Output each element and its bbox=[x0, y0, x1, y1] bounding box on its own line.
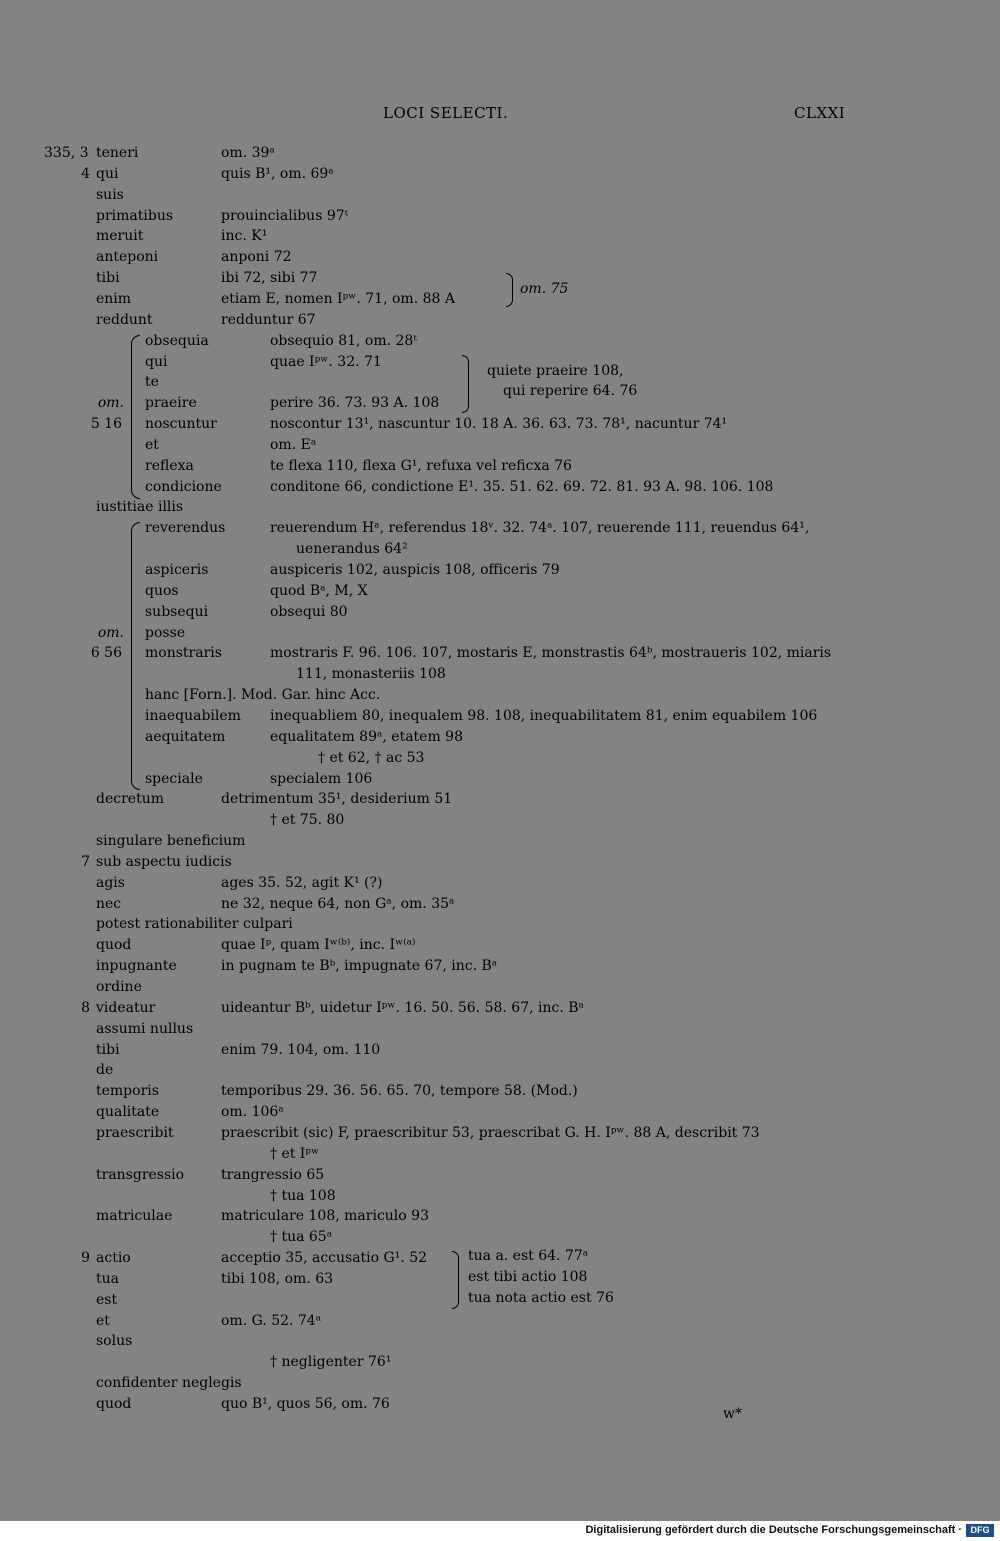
lemma: tibi bbox=[96, 270, 120, 287]
apparatus-row bbox=[0, 289, 1000, 309]
apparatus-row bbox=[0, 497, 1000, 517]
apparatus-row bbox=[0, 998, 1000, 1018]
lemma: iustitiae illis bbox=[96, 499, 184, 516]
lemma: actio bbox=[96, 1250, 131, 1267]
lemma: inpugnante bbox=[96, 958, 177, 975]
lemma: ordine bbox=[96, 979, 142, 995]
variant-reading: anponi 72 bbox=[221, 249, 292, 266]
variant-reading: ne 32, neque 64, non Gᵃ, om. 35ᵃ bbox=[221, 895, 455, 912]
page-number: CLXXI bbox=[794, 104, 846, 122]
apparatus-row bbox=[0, 769, 1000, 789]
lemma: temporis bbox=[96, 1083, 159, 1100]
lemma: est bbox=[96, 1291, 118, 1308]
variant-reading: † tua 65ᵃ bbox=[270, 1229, 333, 1246]
variant-reading: ages 35. 52, agit K¹ (?) bbox=[221, 874, 383, 891]
variant-reading: noscontur 13¹, nascuntur 10. 18 A. 36. 63. 73. 78¹, nacuntur 74¹ bbox=[270, 416, 728, 433]
apparatus-row bbox=[0, 143, 1000, 163]
apparatus-row bbox=[0, 643, 1000, 663]
variant-reading: om. G. 52. 74ᵃ bbox=[221, 1312, 322, 1329]
lemma: praescribit bbox=[96, 1124, 174, 1141]
line-number: 6 56 bbox=[90, 645, 122, 662]
apparatus-row bbox=[0, 310, 1000, 330]
variant-reading: inc. K¹ bbox=[221, 228, 268, 245]
lemma: assumi nullus bbox=[96, 1020, 194, 1037]
apparatus-row bbox=[0, 206, 1000, 226]
brace-right-om75 bbox=[506, 273, 513, 307]
apparatus-row bbox=[0, 1144, 1000, 1164]
lemma: reflexa bbox=[145, 457, 194, 474]
apparatus-row bbox=[0, 1331, 1000, 1351]
apparatus-row bbox=[0, 727, 1000, 747]
variant-reading: quae Iᵖʷ. 32. 71 bbox=[270, 353, 382, 370]
lemma: qui bbox=[145, 353, 168, 370]
line-number: 5 16 bbox=[90, 416, 122, 433]
apparatus-row bbox=[0, 685, 1000, 705]
variant-reading: redduntur 67 bbox=[221, 311, 316, 328]
variant-reading: obsequio 81, om. 28ᵗ bbox=[270, 332, 417, 349]
variant-reading: quis B¹, om. 69ᵃ bbox=[221, 165, 334, 182]
apparatus-row bbox=[0, 810, 1000, 830]
note-quiete-1: quiete praeire 108, bbox=[487, 363, 624, 379]
variant-reading: quod Bᵃ, M, X bbox=[270, 582, 368, 599]
variant-reading: specialem 106 bbox=[270, 770, 373, 787]
apparatus-row bbox=[0, 831, 1000, 851]
variant-reading: praescribit (sic) F, praescribitur 53, praescribat G. H. Iᵖʷ. 88 A, describit 73 bbox=[221, 1124, 760, 1141]
signature-mark: w* bbox=[723, 1406, 742, 1422]
apparatus-row bbox=[0, 894, 1000, 914]
note-om75: om. 75 bbox=[520, 281, 569, 297]
apparatus-row bbox=[0, 977, 1000, 997]
variant-reading: in pugnam te Bᵇ, impugnate 67, inc. Bᵃ bbox=[221, 958, 498, 975]
variant-reading: † et 62, † ac 53 bbox=[318, 749, 425, 766]
lemma: inaequabilem bbox=[145, 707, 241, 724]
variant-reading: etiam E, nomen Iᵖʷ. 71, om. 88 A bbox=[221, 290, 455, 307]
lemma: anteponi bbox=[96, 249, 159, 266]
apparatus-row bbox=[0, 414, 1000, 434]
variant-reading: † tua 108 bbox=[270, 1187, 336, 1204]
apparatus-row bbox=[0, 1373, 1000, 1393]
lemma: posse bbox=[145, 624, 186, 641]
apparatus-row bbox=[0, 748, 1000, 768]
dfg-logo: DFG bbox=[966, 1524, 994, 1537]
lemma: solus bbox=[96, 1333, 133, 1350]
apparatus-row bbox=[0, 247, 1000, 267]
apparatus-row bbox=[0, 1394, 1000, 1414]
apparatus-row bbox=[0, 1040, 1000, 1060]
variant-reading: detrimentum 35¹, desiderium 51 bbox=[221, 791, 453, 808]
apparatus-row bbox=[0, 393, 1000, 413]
variant-reading: om. 39ᵃ bbox=[221, 145, 275, 161]
apparatus-row bbox=[0, 1165, 1000, 1185]
variant-reading: uideantur Bᵇ, uidetur Iᵖʷ. 16. 50. 56. 58. 67, inc. Bᵃ bbox=[221, 999, 584, 1016]
line-number: 9 bbox=[81, 1250, 90, 1267]
variant-reading: 111, monasteriis 108 bbox=[296, 666, 446, 683]
apparatus-row bbox=[0, 1227, 1000, 1247]
variant-reading: temporibus 29. 36. 56. 65. 70, tempore 58. (Mod.) bbox=[221, 1083, 578, 1100]
lemma: condicione bbox=[145, 478, 222, 495]
line-number: 4 bbox=[81, 165, 90, 182]
lemma: matriculae bbox=[96, 1208, 173, 1225]
apparatus-row bbox=[0, 164, 1000, 184]
brace-right-quiete bbox=[462, 355, 469, 413]
apparatus-row bbox=[0, 1019, 1000, 1039]
apparatus-row bbox=[0, 560, 1000, 580]
apparatus-row bbox=[0, 789, 1000, 809]
variant-reading: † negligenter 76¹ bbox=[270, 1354, 392, 1371]
brace-left-16 bbox=[131, 335, 140, 499]
lemma: de bbox=[96, 1062, 114, 1079]
variant-reading: prouincialibus 97ᵗ bbox=[221, 207, 349, 224]
apparatus-row bbox=[0, 1206, 1000, 1226]
lemma: teneri bbox=[96, 145, 139, 161]
variant-reading: obsequi 80 bbox=[270, 603, 348, 620]
apparatus-row bbox=[0, 956, 1000, 976]
lemma: obsequia bbox=[145, 332, 209, 349]
line-number: 8 bbox=[81, 999, 90, 1016]
apparatus-row bbox=[0, 1123, 1000, 1143]
lemma: noscuntur bbox=[145, 416, 217, 433]
lemma: aspiceris bbox=[145, 562, 209, 578]
note-tua-1: tua a. est 64. 77ᵃ bbox=[468, 1248, 589, 1264]
variant-reading: om. 106ᵃ bbox=[221, 1104, 284, 1121]
note-quiete-2: qui reperire 64. 76 bbox=[503, 383, 638, 399]
apparatus-row bbox=[0, 539, 1000, 559]
apparatus-row bbox=[0, 268, 1000, 288]
lemma: aequitatem bbox=[145, 728, 226, 745]
lemma: qui bbox=[96, 165, 119, 182]
variant-reading: uenerandus 64² bbox=[296, 541, 408, 558]
lemma: et bbox=[145, 436, 159, 453]
lemma: quos bbox=[145, 582, 179, 599]
apparatus-row bbox=[0, 706, 1000, 726]
note-tua-3: tua nota actio est 76 bbox=[468, 1290, 614, 1306]
note-tua-2: est tibi actio 108 bbox=[468, 1269, 588, 1285]
variant-reading: † et 75. 80 bbox=[270, 812, 345, 829]
apparatus-row bbox=[0, 1102, 1000, 1122]
lemma: tua bbox=[96, 1270, 119, 1287]
variant-reading: ibi 72, sibi 77 bbox=[221, 270, 318, 287]
variant-reading: equalitatem 89ᵃ, etatem 98 bbox=[270, 728, 463, 745]
variant-reading: te flexa 110, flexa G¹, refuxa vel reficxa 76 bbox=[270, 457, 572, 474]
lemma: monstraris bbox=[145, 645, 222, 662]
apparatus-row bbox=[0, 435, 1000, 455]
lemma: enim bbox=[96, 290, 132, 307]
lemma: quod bbox=[96, 937, 132, 954]
lemma: videatur bbox=[96, 999, 156, 1016]
lemma: subsequi bbox=[145, 603, 209, 620]
lemma: te bbox=[145, 374, 159, 391]
brace-left-56 bbox=[131, 522, 140, 790]
apparatus-row bbox=[0, 185, 1000, 205]
apparatus-row bbox=[0, 1060, 1000, 1080]
apparatus-row bbox=[0, 935, 1000, 955]
lemma: quod bbox=[96, 1396, 132, 1412]
lemma: decretum bbox=[96, 791, 164, 808]
lemma: reddunt bbox=[96, 311, 153, 328]
apparatus-row bbox=[0, 873, 1000, 893]
lemma: reverendus bbox=[145, 520, 226, 537]
line-number: om. bbox=[97, 624, 124, 641]
lemma: meruit bbox=[96, 228, 144, 245]
variant-reading: mostraris F. 96. 106. 107, mostaris E, monstrastis 64ᵇ, mostraueris 102, miaris bbox=[270, 645, 832, 662]
brace-right-tua bbox=[452, 1251, 459, 1309]
variant-reading: tibi 108, om. 63 bbox=[221, 1270, 334, 1287]
apparatus-row bbox=[0, 914, 1000, 934]
variant-reading: perire 36. 73. 93 A. 108 bbox=[270, 395, 440, 412]
apparatus-row bbox=[0, 852, 1000, 872]
line-number: om. bbox=[97, 395, 124, 412]
lemma: confidenter neglegis bbox=[96, 1375, 242, 1392]
apparatus-row bbox=[0, 1186, 1000, 1206]
apparatus-row bbox=[0, 1081, 1000, 1101]
variant-reading: quae Iᵖ, quam Iʷ⁽ᵇ⁾, inc. Iʷ⁽ᵃ⁾ bbox=[221, 937, 416, 954]
lemma: singulare beneficium bbox=[96, 833, 246, 850]
lemma: potest rationabiliter culpari bbox=[96, 916, 293, 933]
variant-reading: † et Iᵖʷ bbox=[270, 1145, 320, 1162]
apparatus-row bbox=[0, 581, 1000, 601]
apparatus-row bbox=[0, 477, 1000, 497]
apparatus-row bbox=[0, 518, 1000, 538]
lemma: primatibus bbox=[96, 207, 174, 224]
variant-reading: conditone 66, condictione E¹. 35. 51. 62. 69. 72. 81. 93 A. 98. 106. 108 bbox=[270, 478, 774, 495]
variant-reading: om. Eᵃ bbox=[270, 436, 317, 453]
apparatus-row bbox=[0, 602, 1000, 622]
lemma: suis bbox=[96, 186, 124, 203]
apparatus-row bbox=[0, 226, 1000, 246]
variant-reading: auspiceris 102, auspicis 108, officeris 79 bbox=[270, 562, 560, 578]
lemma: speciale bbox=[145, 770, 203, 787]
lemma: nec bbox=[96, 895, 122, 912]
variant-reading: matriculare 108, mariculo 93 bbox=[221, 1208, 429, 1225]
line-number: 335, 3 bbox=[44, 145, 89, 161]
lemma: hanc [Forn.]. Mod. Gar. hinc Acc. bbox=[145, 687, 381, 704]
variant-reading: reuerendum Hᵃ, referendus 18ᵛ. 32. 74ᵃ. 107, reuerende 111, reuendus 64¹, bbox=[270, 520, 810, 537]
variant-reading: quo B¹, quos 56, om. 76 bbox=[221, 1396, 390, 1412]
variant-reading: trangressio 65 bbox=[221, 1166, 325, 1183]
apparatus-row bbox=[0, 456, 1000, 476]
apparatus-row bbox=[0, 1311, 1000, 1331]
lemma: praeire bbox=[145, 395, 197, 412]
lemma: tibi bbox=[96, 1041, 120, 1058]
apparatus-row bbox=[0, 623, 1000, 643]
apparatus-row bbox=[0, 331, 1000, 351]
footer-credit: Digitalisierung gefördert durch die Deutsche Forschungsgemeinschaft · bbox=[585, 1524, 962, 1536]
running-title: LOCI SELECTI. bbox=[383, 104, 509, 122]
lemma: et bbox=[96, 1312, 110, 1329]
variant-reading: inequabliem 80, inequalem 98. 108, inequabilitatem 81, enim equabilem 106 bbox=[270, 707, 818, 724]
lemma: transgressio bbox=[96, 1166, 185, 1183]
line-number: 7 bbox=[81, 853, 90, 870]
lemma: qualitate bbox=[96, 1104, 160, 1121]
apparatus-row bbox=[0, 1352, 1000, 1372]
apparatus-row bbox=[0, 664, 1000, 684]
footer-bar bbox=[0, 1521, 1000, 1541]
lemma: agis bbox=[96, 874, 125, 891]
variant-reading: acceptio 35, accusatio G¹. 52 bbox=[221, 1250, 428, 1267]
lemma: sub aspectu iudicis bbox=[96, 853, 232, 870]
variant-reading: enim 79. 104, om. 110 bbox=[221, 1041, 381, 1058]
